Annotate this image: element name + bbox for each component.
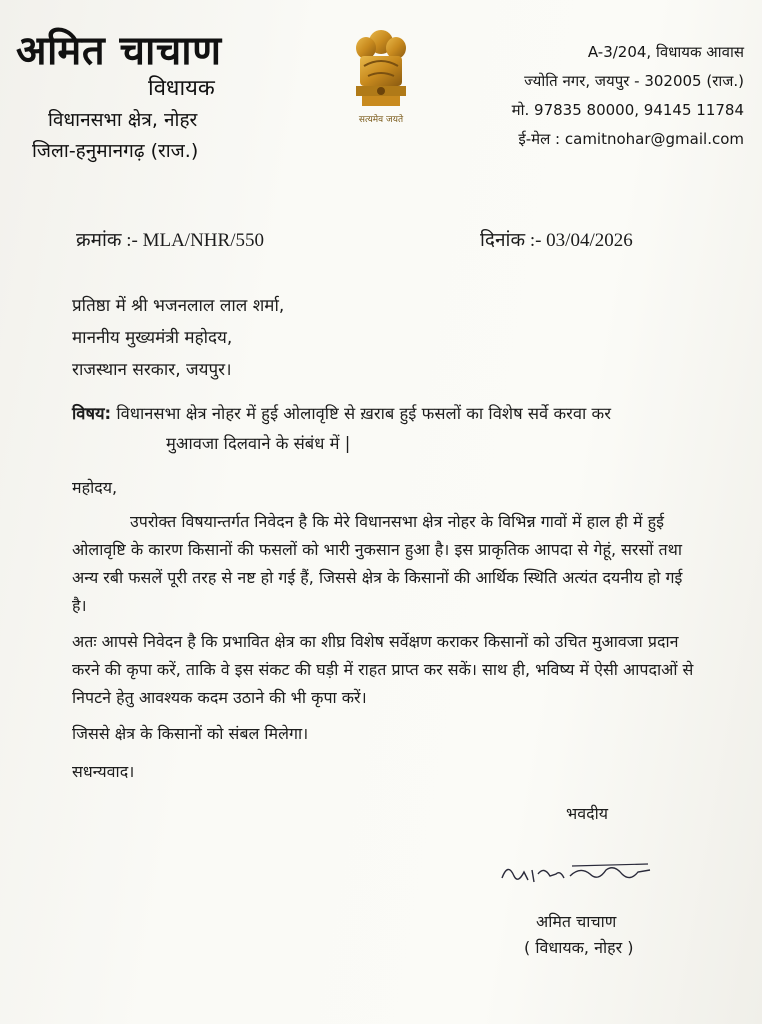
mla-name: अमित चाचाण [16, 28, 222, 74]
handwritten-signature [498, 852, 658, 892]
phone-numbers: मो. 97835 80000, 94145 11784 [511, 101, 744, 119]
subject-label: विषय: [72, 404, 112, 423]
body-paragraph-1: उपरोक्त विषयान्तर्गत निवेदन है कि मेरे विधानसभा क्षेत्र नोहर के विभिन्न गावों में हाल ही में हुई ओलावृष्टि के कारण किसानों की फसलों को भारी नुकसान हुआ है। इस प्राकृतिक आपदा से गेहूं, सरसों तथा अन्य रबी फसलें पूरी तरह से नष्ट हो गई हैं, जिससे क्षेत्र के किसानों की आर्थिक स्थिति अत्यंत दयनीय हो गई है। [72, 512, 683, 615]
address-line-1: A-3/204, विधायक आवास [587, 43, 744, 61]
district: जिला-हनुमानगढ़ (राज.) [32, 140, 199, 162]
subject [72, 399, 722, 459]
address-line-2: ज्योति नगर, जयपुर - 302005 (राज.) [524, 72, 744, 90]
valediction: भवदीय [566, 804, 609, 823]
email-address: ई-मेल : camitnohar@gmail.com [518, 130, 744, 148]
recipient-line-2: माननीय मुख्यमंत्री महोदय, [72, 328, 233, 348]
subject-line-1: विधानसभा क्षेत्र नोहर में हुई ओलावृष्टि से ख़राब हुई फसलों का विशेष सर्वे करवा कर [111, 404, 611, 423]
signatory-designation: ( विधायक, नोहर ) [524, 938, 634, 957]
letter-date: दिनांक :- 03/04/2026 [480, 230, 633, 251]
body-paragraph-2: अतः आपसे निवेदन है कि प्रभावित क्षेत्र का शीघ्र विशेष सर्वेक्षण कराकर किसानों को उचित मुआवजा प्रदान करने की कृपा करें, ताकि वे इस संकट की घड़ी में राहत प्राप्त कर सकें। साथ ही, भविष्य में ऐसी आपदाओं से निपटने हेतु आवश्यक कदम उठाने की भी कृपा करें। [72, 632, 694, 707]
recipient-line-3: राजस्थान सरकार, जयपुर। [72, 360, 232, 380]
letterhead-right [512, 38, 744, 154]
recipient-line-1: प्रतिष्ठा में श्री भजनलाल लाल शर्मा, [72, 296, 285, 316]
letterhead-left [16, 28, 222, 166]
mla-designation: विधायक [148, 76, 215, 101]
reference-number: क्रमांक :- MLA/NHR/550 [76, 230, 264, 251]
salutation: महोदय, [72, 478, 118, 497]
emblem-motto: सत्यमेव जयते [358, 115, 404, 125]
subject-line-2: मुआवजा दिलवाने के संबंध में | [166, 434, 351, 453]
recipient-address [72, 290, 284, 386]
closing-thanks: सधन्यवाद। [72, 762, 135, 781]
signatory-name: अमित चाचाण [536, 912, 617, 931]
constituency: विधानसभा क्षेत्र, नोहर [48, 109, 198, 131]
body-paragraph-3: जिससे क्षेत्र के किसानों को संबल मिलेगा। [72, 724, 309, 743]
